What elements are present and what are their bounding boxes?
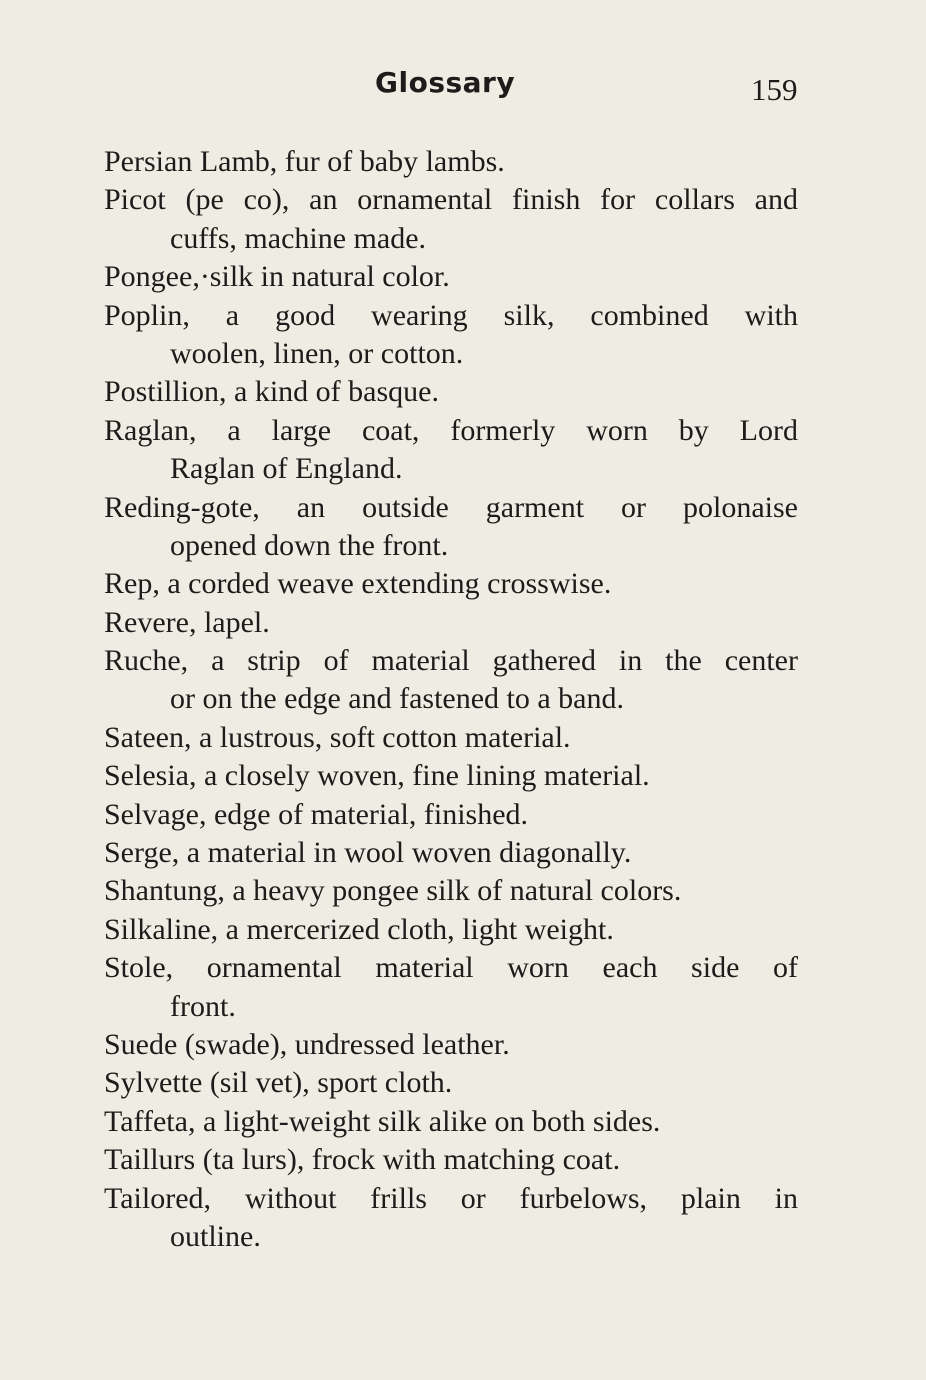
entry-line: Tailored, without frills or furbelows, plain in bbox=[104, 1181, 798, 1215]
entry-continuation-line: front. bbox=[170, 989, 236, 1023]
glossary-entry bbox=[104, 834, 798, 872]
glossary-entry bbox=[104, 949, 798, 1026]
entry-continuation-line: opened down the front. bbox=[170, 528, 449, 562]
glossary-list bbox=[104, 143, 798, 1256]
entry-line: Sateen, a lustrous, soft cotton material. bbox=[104, 720, 571, 754]
entry-line: Rep, a corded weave extending crosswise. bbox=[104, 567, 612, 601]
entry-continuation-line: outline. bbox=[170, 1219, 261, 1253]
glossary-entry bbox=[104, 911, 798, 949]
entry-line: Sylvette (sil vet), sport cloth. bbox=[104, 1066, 453, 1100]
entry-line: Poplin, a good wearing silk, combined with bbox=[104, 298, 798, 332]
entry-continuation-line: woolen, linen, or cotton. bbox=[170, 336, 464, 370]
entry-line: Silkaline, a mercerized cloth, light weight. bbox=[104, 912, 614, 946]
glossary-entry bbox=[104, 181, 798, 258]
glossary-entry bbox=[104, 1026, 798, 1064]
glossary-entry bbox=[104, 373, 798, 411]
entry-line: Shantung, a heavy pongee silk of natural colors. bbox=[104, 874, 682, 908]
glossary-entry bbox=[104, 297, 798, 374]
glossary-entry bbox=[104, 872, 798, 910]
page-header bbox=[0, 66, 926, 106]
glossary-entry bbox=[104, 143, 798, 181]
glossary-entry bbox=[104, 796, 798, 834]
entry-line: Selesia, a closely woven, fine lining material. bbox=[104, 759, 650, 793]
glossary-entry bbox=[104, 489, 798, 566]
glossary-entry bbox=[104, 757, 798, 795]
glossary-entry bbox=[104, 1141, 798, 1179]
glossary-entry bbox=[104, 642, 798, 719]
entry-line: Selvage, edge of material, finished. bbox=[104, 797, 529, 831]
page-number: 159 bbox=[751, 72, 798, 107]
entry-continuation-line: Raglan of England. bbox=[170, 452, 403, 486]
entry-line: Serge, a material in wool woven diagonally. bbox=[104, 836, 632, 870]
glossary-entry bbox=[104, 258, 798, 296]
entry-line: Picot (pe co), an ornamental finish for collars and bbox=[104, 183, 798, 217]
glossary-entry bbox=[104, 412, 798, 489]
glossary-entry bbox=[104, 604, 798, 642]
glossary-entry bbox=[104, 1103, 798, 1141]
entry-line: Revere, lapel. bbox=[104, 605, 270, 639]
entry-line: Stole, ornamental material worn each side of bbox=[104, 951, 798, 985]
entry-continuation-line: cuffs, machine made. bbox=[170, 221, 427, 255]
glossary-entry bbox=[104, 1180, 798, 1257]
entry-line: Raglan, a large coat, formerly worn by Lord bbox=[104, 413, 798, 447]
entry-line: Taffeta, a light-weight silk alike on both sides. bbox=[104, 1104, 661, 1138]
entry-line: Ruche, a strip of material gathered in the center bbox=[104, 644, 798, 678]
entry-line: Persian Lamb, fur of baby lambs. bbox=[104, 145, 505, 178]
glossary-entry bbox=[104, 1064, 798, 1102]
entry-line: Postillion, a kind of basque. bbox=[104, 375, 439, 409]
entry-line: Reding-gote, an outside garment or polonaise bbox=[104, 490, 798, 524]
glossary-entry bbox=[104, 719, 798, 757]
entry-line: Suede (swade), undressed leather. bbox=[104, 1027, 510, 1061]
glossary-entry bbox=[104, 565, 798, 603]
entry-continuation-line: or on the edge and fastened to a band. bbox=[170, 682, 624, 716]
entry-line: Taillurs (ta lurs), frock with matching coat. bbox=[104, 1143, 621, 1177]
entry-line: Pongee,·silk in natural color. bbox=[104, 260, 450, 294]
running-head: Glossary bbox=[375, 66, 516, 99]
